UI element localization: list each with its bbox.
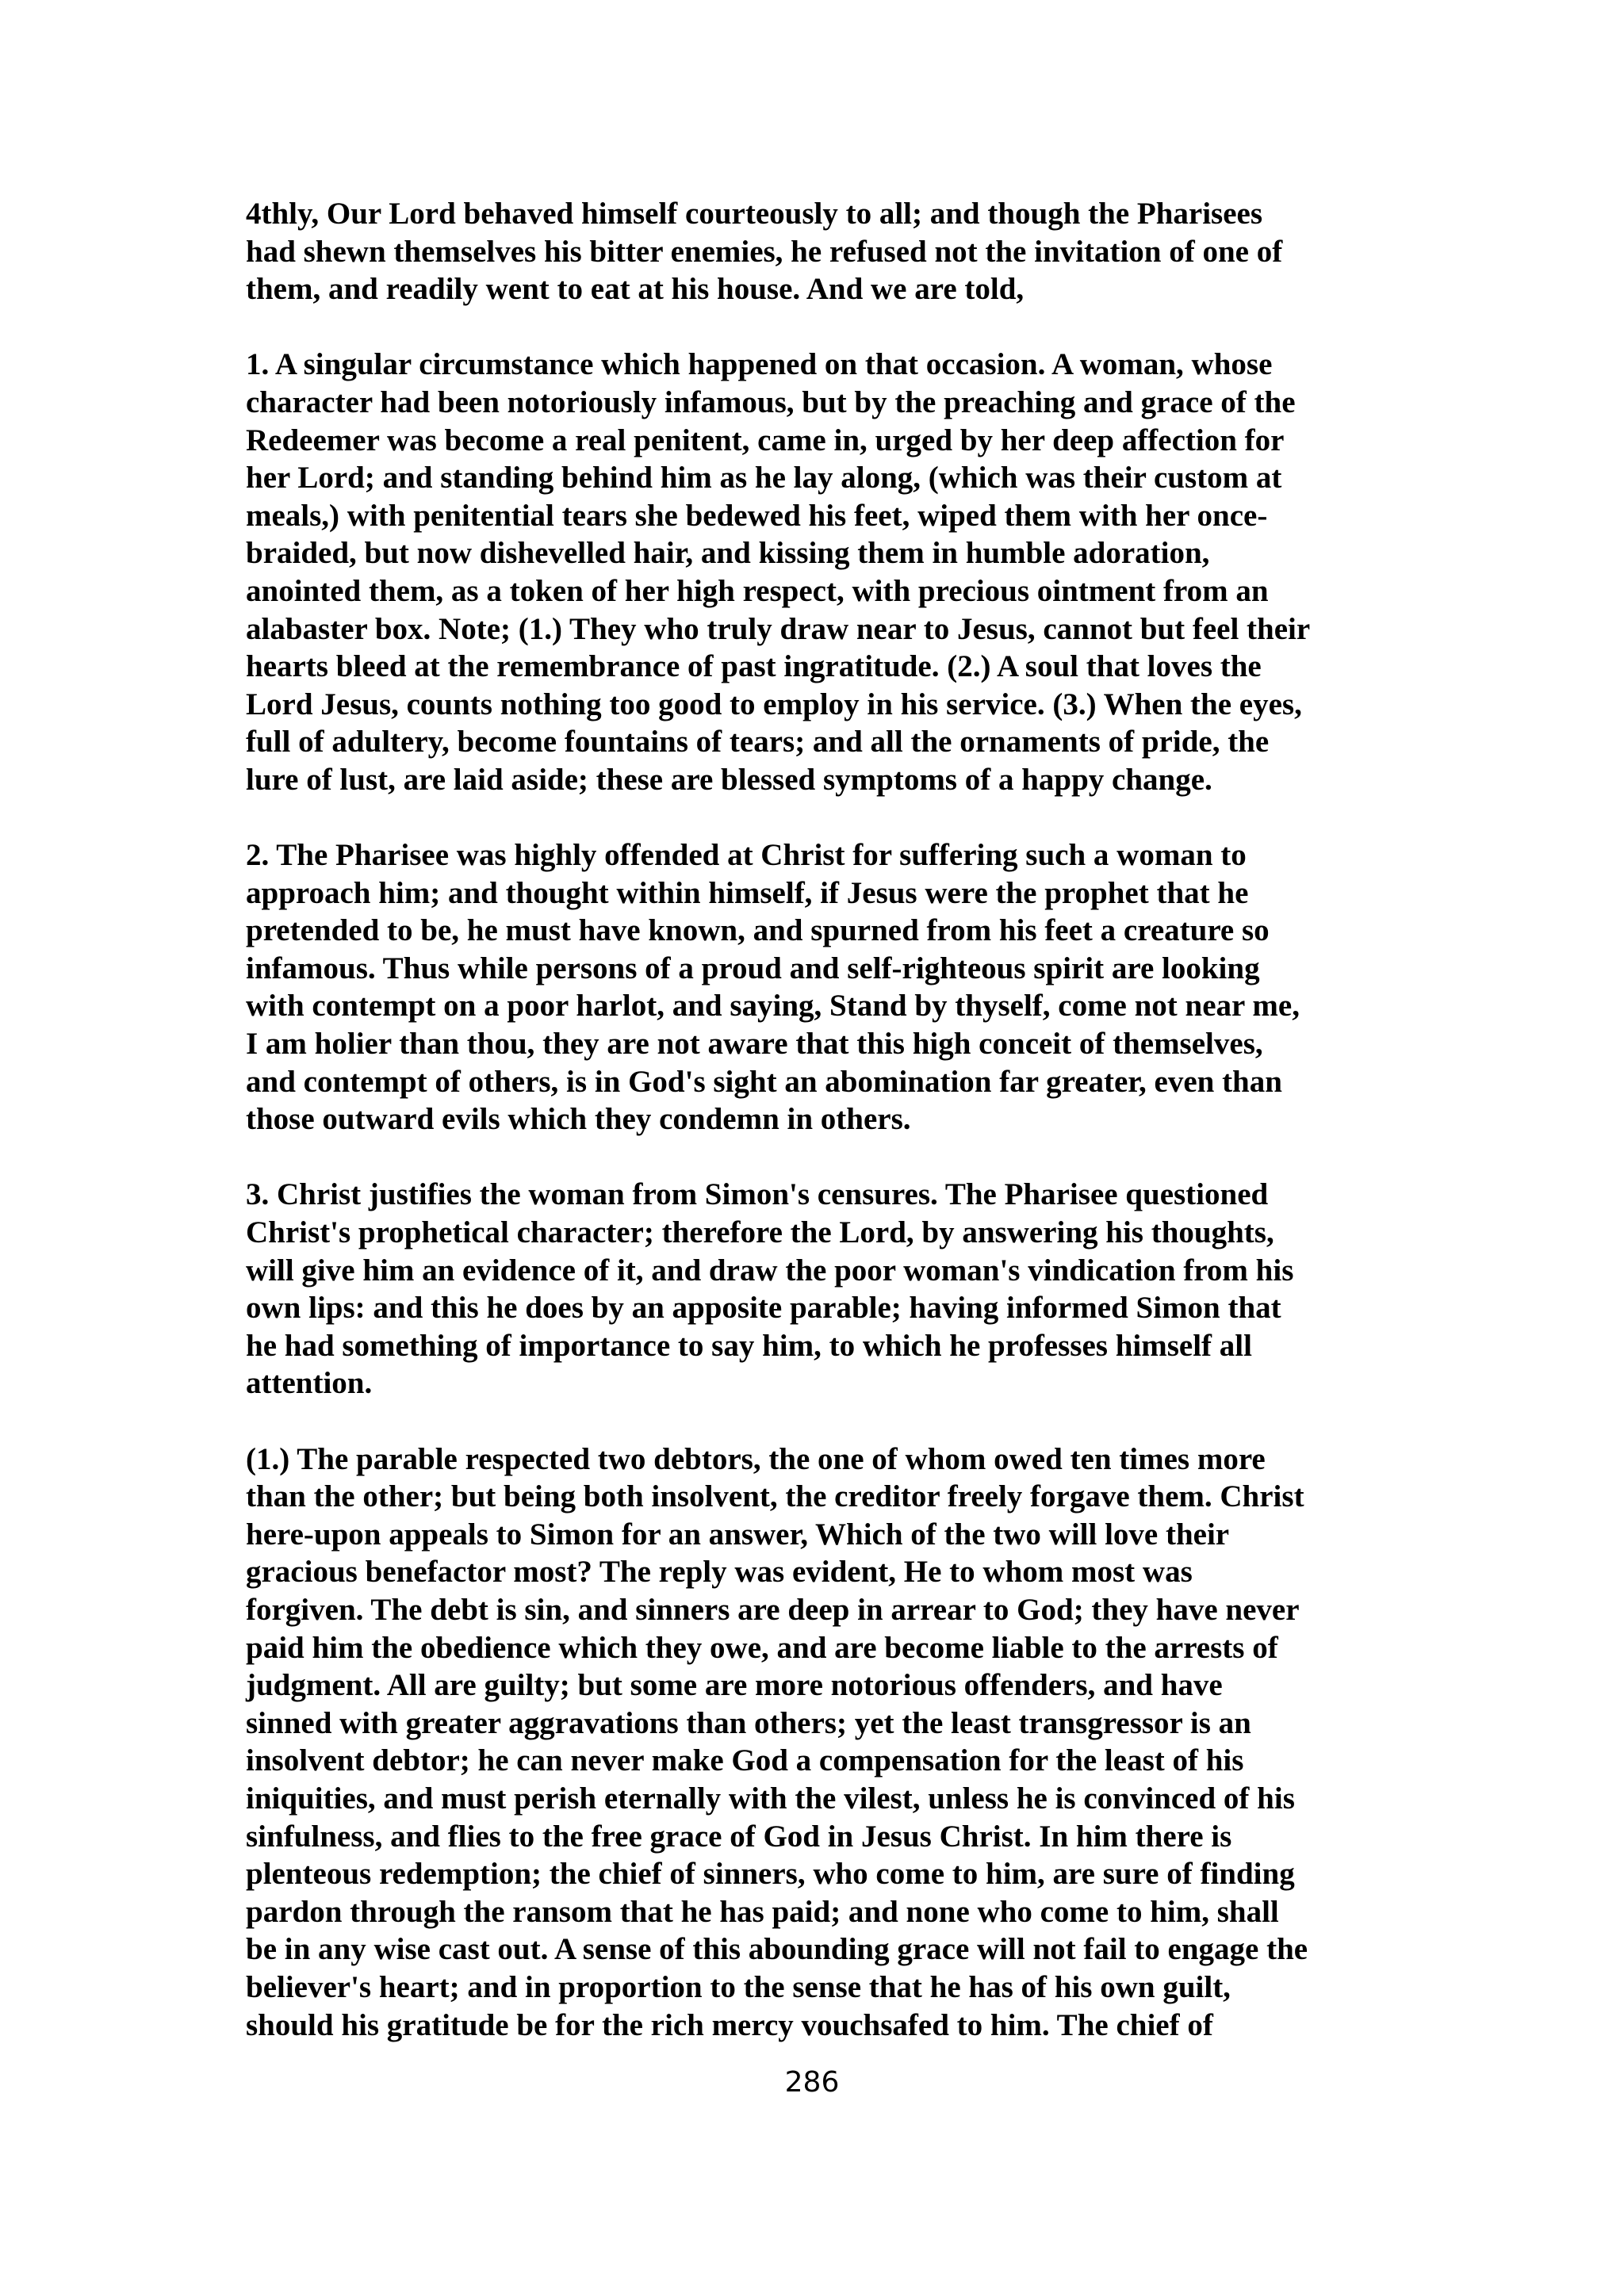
text-line: 4thly, Our Lord behaved himself courteously to all; and though the Pharisees xyxy=(246,197,1263,231)
text-line: gracious benefactor most? The reply was evident, He to whom most was xyxy=(246,1555,1193,1590)
text-line: will give him an evidence of it, and draw the poor woman's vindication from his xyxy=(246,1253,1294,1288)
text-line: plenteous redemption; the chief of sinners, who come to him, are sure of finding xyxy=(246,1857,1295,1892)
text-line: them, and readily went to eat at his house. And we are told, xyxy=(246,272,1025,307)
text-line: believer's heart; and in proportion to the sense that he has of his own guilt, xyxy=(246,1969,1231,2004)
text-line: should his gratitude be for the rich mercy vouchsafed to him. The chief of xyxy=(246,2007,1213,2042)
text-line: pardon through the ransom that he has paid; and none who come to him, shall xyxy=(246,1894,1279,1929)
text-line: meals,) with penitential tears she bedewed his feet, wiped them with her once- xyxy=(246,498,1268,533)
text-line: 3. Christ justifies the woman from Simon's censures. The Pharisee questioned xyxy=(246,1177,1269,1212)
text-line: alabaster box. Note; (1.) They who truly draw near to Jesus, cannot but feel their xyxy=(246,611,1311,646)
text-line: attention. xyxy=(246,1366,373,1401)
text-line: than the other; but being both insolvent, the creditor freely forgave them. Christ xyxy=(246,1479,1304,1514)
paragraph xyxy=(246,346,1396,798)
text-line: sinfulness, and flies to the free grace of God in Jesus Christ. In him there is xyxy=(246,1819,1232,1854)
paragraph xyxy=(246,1176,1396,1402)
text-line: Lord Jesus, counts nothing too good to employ in his service. (3.) When the eyes, xyxy=(246,687,1302,721)
text-line: and contempt of others, is in God's sight an abomination far greater, even than xyxy=(246,1064,1282,1099)
text-line: forgiven. The debt is sin, and sinners are deep in arrear to God; they have never xyxy=(246,1592,1300,1627)
text-line: her Lord; and standing behind him as he lay along, (which was their custom at xyxy=(246,461,1282,496)
text-line: lure of lust, are laid aside; these are blessed symptoms of a happy change. xyxy=(246,762,1212,797)
text-line: judgment. All are guilty; but some are more notorious offenders, and have xyxy=(246,1668,1223,1703)
text-line: insolvent debtor; he can never make God a compensation for the least of his xyxy=(246,1743,1244,1778)
text-line: hearts bleed at the remembrance of past ingratitude. (2.) A soul that loves the xyxy=(246,649,1262,684)
text-line: with contempt on a poor harlot, and saying, Stand by thyself, come not near me, xyxy=(246,989,1300,1024)
text-line: be in any wise cast out. A sense of this abounding grace will not fail to engage the xyxy=(246,1932,1308,1967)
page-number: 286 xyxy=(784,2066,840,2099)
text-line: character had been notoriously infamous, but by the preaching and grace of the xyxy=(246,385,1296,419)
text-line: 1. A singular circumstance which happened on that occasion. A woman, whose xyxy=(246,347,1273,382)
text-line: I am holier than thou, they are not aware that this high conceit of themselves, xyxy=(246,1027,1263,1062)
page-body-text xyxy=(246,195,1396,2082)
text-line: approach him; and thought within himself, if Jesus were the prophet that he xyxy=(246,875,1249,910)
text-line: sinned with greater aggravations than others; yet the least transgressor is an xyxy=(246,1705,1251,1740)
text-line: he had something of importance to say him, to which he professes himself all xyxy=(246,1328,1252,1363)
text-line: paid him the obedience which they owe, and are become liable to the arrests of xyxy=(246,1630,1278,1665)
text-line: (1.) The parable respected two debtors, the one of whom owed ten times more xyxy=(246,1441,1266,1476)
paragraph xyxy=(246,836,1396,1138)
text-line: anointed them, as a token of her high respect, with precious ointment from an xyxy=(246,573,1269,608)
text-line: infamous. Thus while persons of a proud and self-righteous spirit are looking xyxy=(246,951,1260,985)
text-line: here-upon appeals to Simon for an answer, Which of the two will love their xyxy=(246,1517,1230,1552)
text-line: full of adultery, become fountains of tears; and all the ornaments of pride, the xyxy=(246,725,1270,760)
text-line: those outward evils which they condemn in others. xyxy=(246,1102,911,1137)
text-line: iniquities, and must perish eternally with the vilest, unless he is convinced of his xyxy=(246,1781,1295,1816)
text-line: 2. The Pharisee was highly offended at Christ for suffering such a woman to xyxy=(246,838,1247,873)
text-line: had shewn themselves his bitter enemies, he refused not the invitation of one of xyxy=(246,234,1283,269)
text-line: Redeemer was become a real penitent, came in, urged by her deep affection for xyxy=(246,423,1285,457)
paragraph xyxy=(246,195,1396,308)
text-line: own lips: and this he does by an apposite parable; having informed Simon that xyxy=(246,1291,1281,1326)
text-line: pretended to be, he must have known, and spurned from his feet a creature so xyxy=(246,913,1270,948)
text-line: braided, but now dishevelled hair, and kissing them in humble adoration, xyxy=(246,536,1210,571)
paragraph xyxy=(246,1441,1396,2045)
text-line: Christ's prophetical character; therefore the Lord, by answering his thoughts, xyxy=(246,1215,1274,1250)
